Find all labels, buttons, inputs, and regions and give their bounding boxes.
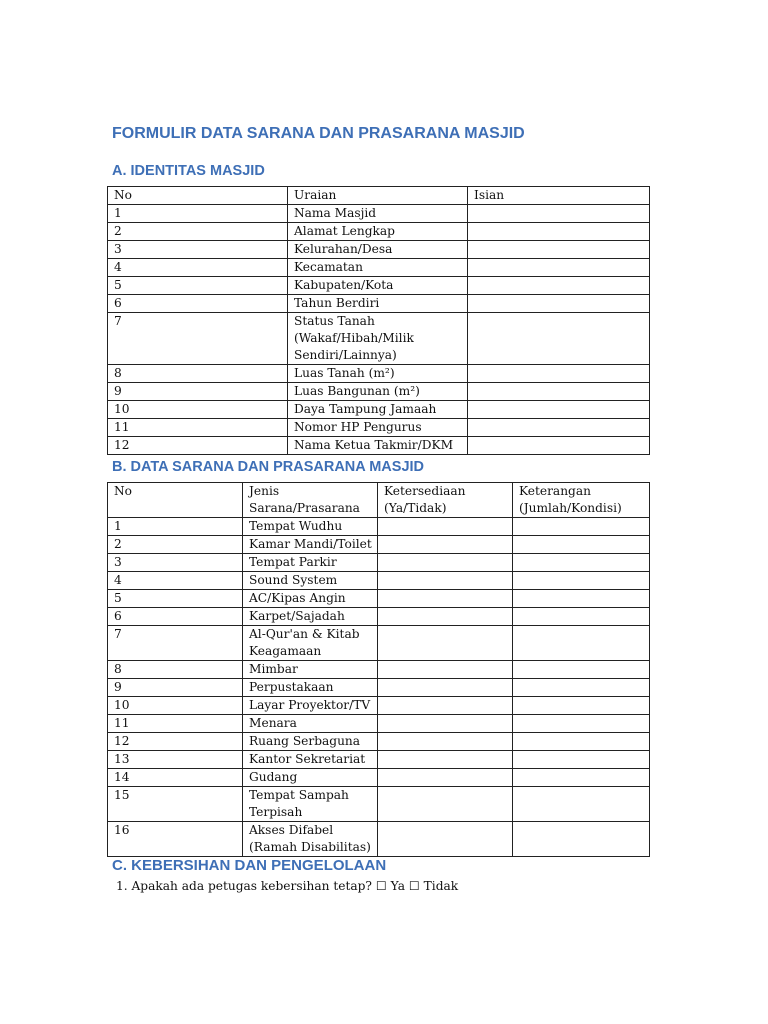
- identity-table: [107, 186, 650, 455]
- column-header-no: No: [108, 187, 288, 205]
- identity-table-row: [108, 277, 650, 295]
- cell-uraian: Status Tanah (Wakaf/Hibah/Milik Sendiri/Lainnya): [288, 313, 468, 365]
- cell-ketersediaan[interactable]: [378, 518, 513, 536]
- cell-isian[interactable]: [468, 205, 650, 223]
- cell-no: 6: [108, 608, 243, 626]
- cell-jenis: Tempat Wudhu: [243, 518, 378, 536]
- column-header-keterangan: Keterangan (Jumlah/Kondisi): [513, 483, 650, 518]
- cell-keterangan[interactable]: [513, 822, 650, 857]
- cell-jenis: Menara: [243, 715, 378, 733]
- cell-jenis: Kamar Mandi/Toilet: [243, 536, 378, 554]
- cell-uraian: Kabupaten/Kota: [288, 277, 468, 295]
- cell-no: 2: [108, 223, 288, 241]
- cell-ketersediaan[interactable]: [378, 572, 513, 590]
- cell-no: 3: [108, 241, 288, 259]
- cell-jenis: Ruang Serbaguna: [243, 733, 378, 751]
- cell-isian[interactable]: [468, 383, 650, 401]
- cell-uraian: Nama Masjid: [288, 205, 468, 223]
- facilities-table-row: [108, 769, 650, 787]
- cell-isian[interactable]: [468, 295, 650, 313]
- cell-jenis: Al-Qur'an & Kitab Keagamaan: [243, 626, 378, 661]
- cell-ketersediaan[interactable]: [378, 590, 513, 608]
- cell-isian[interactable]: [468, 419, 650, 437]
- identity-table-header-row: [108, 187, 650, 205]
- facilities-table-row: [108, 572, 650, 590]
- identity-table-row: [108, 241, 650, 259]
- cell-ketersediaan[interactable]: [378, 608, 513, 626]
- cell-ketersediaan[interactable]: [378, 751, 513, 769]
- cell-keterangan[interactable]: [513, 572, 650, 590]
- identity-table-row: [108, 401, 650, 419]
- cell-isian[interactable]: [468, 241, 650, 259]
- cell-uraian: Kelurahan/Desa: [288, 241, 468, 259]
- identity-table-row: [108, 223, 650, 241]
- cell-no: 11: [108, 419, 288, 437]
- cell-jenis: Tempat Parkir: [243, 554, 378, 572]
- document-title: FORMULIR DATA SARANA DAN PRASARANA MASJID: [112, 125, 525, 142]
- facilities-table-row: [108, 590, 650, 608]
- cell-keterangan[interactable]: [513, 751, 650, 769]
- cell-isian[interactable]: [468, 365, 650, 383]
- cell-jenis: Akses Difabel (Ramah Disabilitas): [243, 822, 378, 857]
- cell-ketersediaan[interactable]: [378, 787, 513, 822]
- cell-no: 15: [108, 787, 243, 822]
- cell-uraian: Alamat Lengkap: [288, 223, 468, 241]
- section-a-heading: A. IDENTITAS MASJID: [112, 163, 265, 179]
- cell-jenis: AC/Kipas Angin: [243, 590, 378, 608]
- identity-table-row: [108, 313, 650, 365]
- cell-uraian: Kecamatan: [288, 259, 468, 277]
- cell-uraian: Luas Tanah (m²): [288, 365, 468, 383]
- facilities-table-row: [108, 697, 650, 715]
- cell-keterangan[interactable]: [513, 715, 650, 733]
- facilities-table-row: [108, 679, 650, 697]
- cell-isian[interactable]: [468, 437, 650, 455]
- cell-no: 8: [108, 661, 243, 679]
- identity-table-row: [108, 419, 650, 437]
- identity-table-row: [108, 437, 650, 455]
- cell-uraian: Daya Tampung Jamaah: [288, 401, 468, 419]
- facilities-table-row: [108, 787, 650, 822]
- cell-keterangan[interactable]: [513, 697, 650, 715]
- cell-isian[interactable]: [468, 259, 650, 277]
- cell-no: 7: [108, 626, 243, 661]
- facilities-table-row: [108, 715, 650, 733]
- cell-jenis: Kantor Sekretariat: [243, 751, 378, 769]
- identity-table-row: [108, 295, 650, 313]
- cell-no: 10: [108, 697, 243, 715]
- cell-ketersediaan[interactable]: [378, 769, 513, 787]
- cell-no: 10: [108, 401, 288, 419]
- cell-keterangan[interactable]: [513, 518, 650, 536]
- cell-keterangan[interactable]: [513, 679, 650, 697]
- cell-ketersediaan[interactable]: [378, 697, 513, 715]
- cell-ketersediaan[interactable]: [378, 715, 513, 733]
- cell-no: 1: [108, 518, 243, 536]
- cell-no: 9: [108, 383, 288, 401]
- facilities-table-header-row: [108, 483, 650, 518]
- cell-jenis: Gudang: [243, 769, 378, 787]
- cell-no: 12: [108, 733, 243, 751]
- facilities-table-row: [108, 626, 650, 661]
- cell-isian[interactable]: [468, 401, 650, 419]
- facilities-table-row: [108, 822, 650, 857]
- facilities-table-row: [108, 751, 650, 769]
- identity-table-row: [108, 365, 650, 383]
- cell-keterangan[interactable]: [513, 769, 650, 787]
- cell-no: 14: [108, 769, 243, 787]
- cell-no: 5: [108, 590, 243, 608]
- cell-ketersediaan[interactable]: [378, 661, 513, 679]
- cell-ketersediaan[interactable]: [378, 554, 513, 572]
- cell-ketersediaan[interactable]: [378, 626, 513, 661]
- cell-no: 16: [108, 822, 243, 857]
- facilities-table-row: [108, 661, 650, 679]
- section-b-heading: B. DATA SARANA DAN PRASARANA MASJID: [112, 459, 425, 475]
- cell-uraian: Luas Bangunan (m²): [288, 383, 468, 401]
- cell-ketersediaan[interactable]: [378, 822, 513, 857]
- cell-keterangan[interactable]: [513, 554, 650, 572]
- cell-keterangan[interactable]: [513, 590, 650, 608]
- cell-no: 8: [108, 365, 288, 383]
- cell-no: 3: [108, 554, 243, 572]
- cell-ketersediaan[interactable]: [378, 536, 513, 554]
- cell-uraian: Nama Ketua Takmir/DKM: [288, 437, 468, 455]
- cell-keterangan[interactable]: [513, 733, 650, 751]
- cell-uraian: Tahun Berdiri: [288, 295, 468, 313]
- cell-keterangan[interactable]: [513, 787, 650, 822]
- cell-no: 12: [108, 437, 288, 455]
- cell-keterangan[interactable]: [513, 536, 650, 554]
- cell-ketersediaan[interactable]: [378, 679, 513, 697]
- cleaning-staff-question: 1. Apakah ada petugas kebersihan tetap? ☐ Ya ☐ Tidak: [116, 879, 459, 893]
- identity-table-row: [108, 383, 650, 401]
- cell-isian[interactable]: [468, 277, 650, 295]
- facilities-table-row: [108, 608, 650, 626]
- section-c-heading: C. KEBERSIHAN DAN PENGELOLAAN: [112, 857, 387, 874]
- cell-no: 5: [108, 277, 288, 295]
- cell-jenis: Tempat Sampah Terpisah: [243, 787, 378, 822]
- cell-no: 13: [108, 751, 243, 769]
- identity-table-row: [108, 205, 650, 223]
- cell-no: 7: [108, 313, 288, 365]
- cell-keterangan[interactable]: [513, 661, 650, 679]
- cell-no: 11: [108, 715, 243, 733]
- facilities-table-row: [108, 518, 650, 536]
- cell-jenis: Sound System: [243, 572, 378, 590]
- facilities-table-row: [108, 733, 650, 751]
- cell-no: 6: [108, 295, 288, 313]
- cell-keterangan[interactable]: [513, 626, 650, 661]
- cell-no: 4: [108, 259, 288, 277]
- cell-ketersediaan[interactable]: [378, 733, 513, 751]
- cell-keterangan[interactable]: [513, 608, 650, 626]
- column-header-uraian: Uraian: [288, 187, 468, 205]
- cell-no: 9: [108, 679, 243, 697]
- facilities-table-row: [108, 554, 650, 572]
- facilities-table: [107, 482, 650, 857]
- cell-isian[interactable]: [468, 313, 650, 365]
- cell-no: 2: [108, 536, 243, 554]
- column-header-no: No: [108, 483, 243, 518]
- cell-no: 4: [108, 572, 243, 590]
- column-header-ketersediaan: Ketersediaan (Ya/Tidak): [378, 483, 513, 518]
- cell-isian[interactable]: [468, 223, 650, 241]
- column-header-isian: Isian: [468, 187, 650, 205]
- facilities-table-row: [108, 536, 650, 554]
- identity-table-row: [108, 259, 650, 277]
- cell-jenis: Layar Proyektor/TV: [243, 697, 378, 715]
- cell-no: 1: [108, 205, 288, 223]
- column-header-jenis: Jenis Sarana/Prasarana: [243, 483, 378, 518]
- cell-jenis: Perpustakaan: [243, 679, 378, 697]
- cell-uraian: Nomor HP Pengurus: [288, 419, 468, 437]
- cell-jenis: Karpet/Sajadah: [243, 608, 378, 626]
- cell-jenis: Mimbar: [243, 661, 378, 679]
